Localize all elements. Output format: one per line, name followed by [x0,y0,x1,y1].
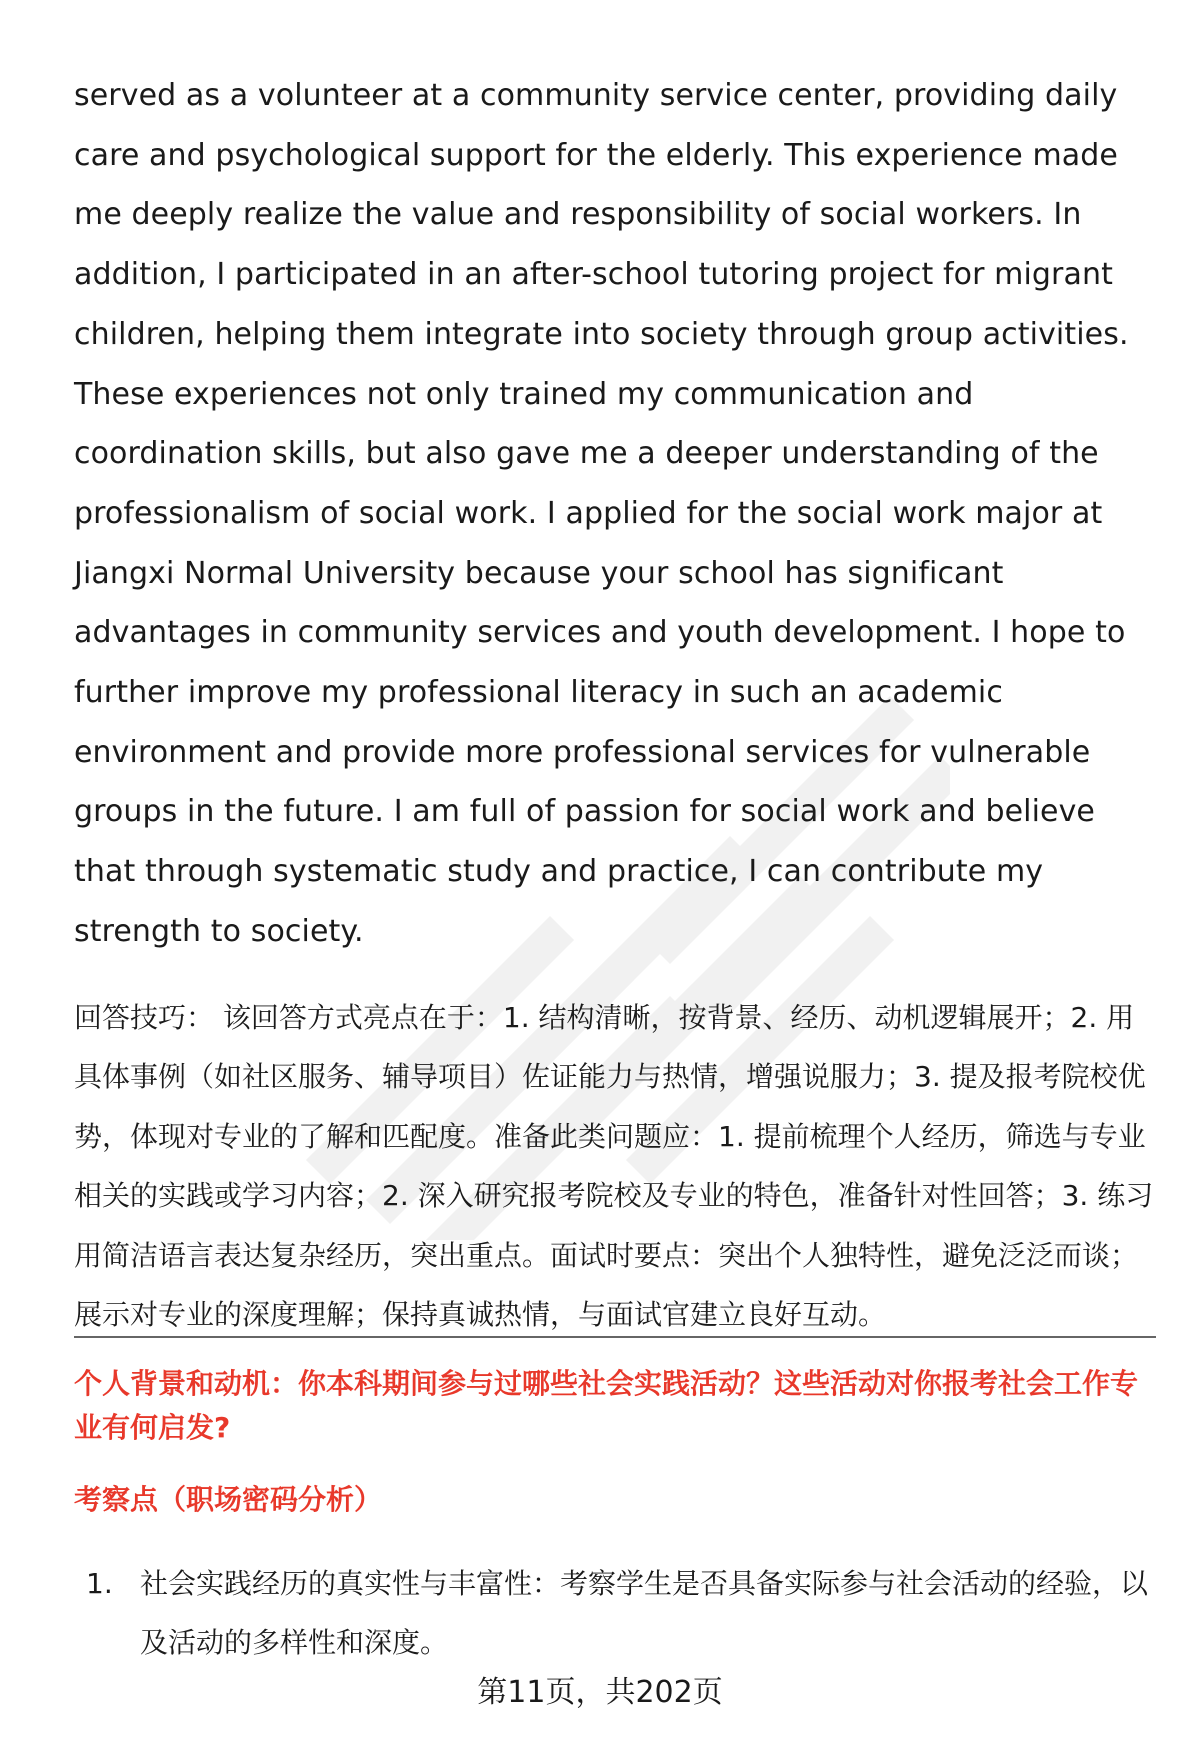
answer-tips-paragraph: 回答技巧： 该回答方式亮点在于：1. 结构清晰，按背景、经历、动机逻辑展开；2. 用具体事例（如社区服务、辅导项目）佐证能力与热情，增强说服力；3. 提及报考院校优势，体现对专业的了解和匹配度。准备此类问题应：1. 提前梳理个人经历，筛选与专业相关的实践或学习内容；2. 深入研究报考院校及专业的特色，准备针对性回答；3. 练习用简洁语言表达复杂经历，突出重点。面试时要点：突出个人独特性，避免泛泛而谈；展示对专业的深度理解；保持真诚热情，与面试官建立良好互动。 [74,1000,1154,1332]
list-item [74,1554,1154,1672]
list-item-text: 社会实践经历的真实性与丰富性：考察学生是否具备实际参与社会活动的经验，以及活动的多样性和深度。 [140,1567,1149,1659]
question-heading: 个人背景和动机：你本科期间参与过哪些社会实践活动？这些活动对你报考社会工作专业有何启发? [74,1367,1139,1444]
section-divider [74,1336,1156,1338]
assessment-points-list [74,1554,1154,1672]
page-content [74,66,1154,1345]
assessment-points-heading: 考察点（职场密码分析） [74,1483,383,1516]
list-item-number: 1. [86,1567,113,1600]
english-answer-paragraph: served as a volunteer at a community service center, providing daily care and psychological support for the elderly. This experience made me deeply realize the value and responsibility of social workers. In addition, I participated in an after-school tutoring project for migrant children, helping them integrate into society through group activities. These experiences not only trained my communication and coordination skills, but also gave me a deeper understanding of the professionalism of social work. I applied for the social work major at Jiangxi Normal University because your school has significant advantages in community services and youth development. I hope to further improve my professional literacy in such an academic environment and provide more professional services for vulnerable groups in the future. I am full of passion for social work and believe that through systematic study and practice, I can contribute my strength to society. [74,78,1129,949]
page-number-footer: 第11页，共202页 [477,1675,723,1710]
